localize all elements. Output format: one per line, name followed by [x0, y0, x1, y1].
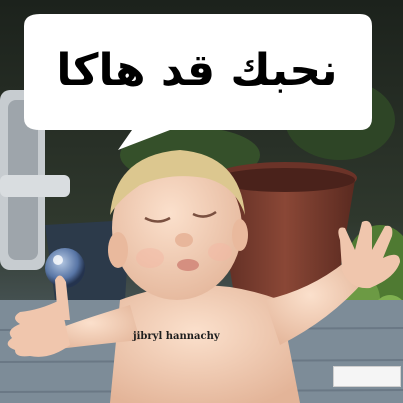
corner-stamp [333, 366, 401, 387]
speech-bubble [22, 12, 372, 136]
speech-bubble-text: نحبك قد هاكا [56, 44, 338, 96]
watermark: jibryl hannachy [133, 331, 220, 342]
